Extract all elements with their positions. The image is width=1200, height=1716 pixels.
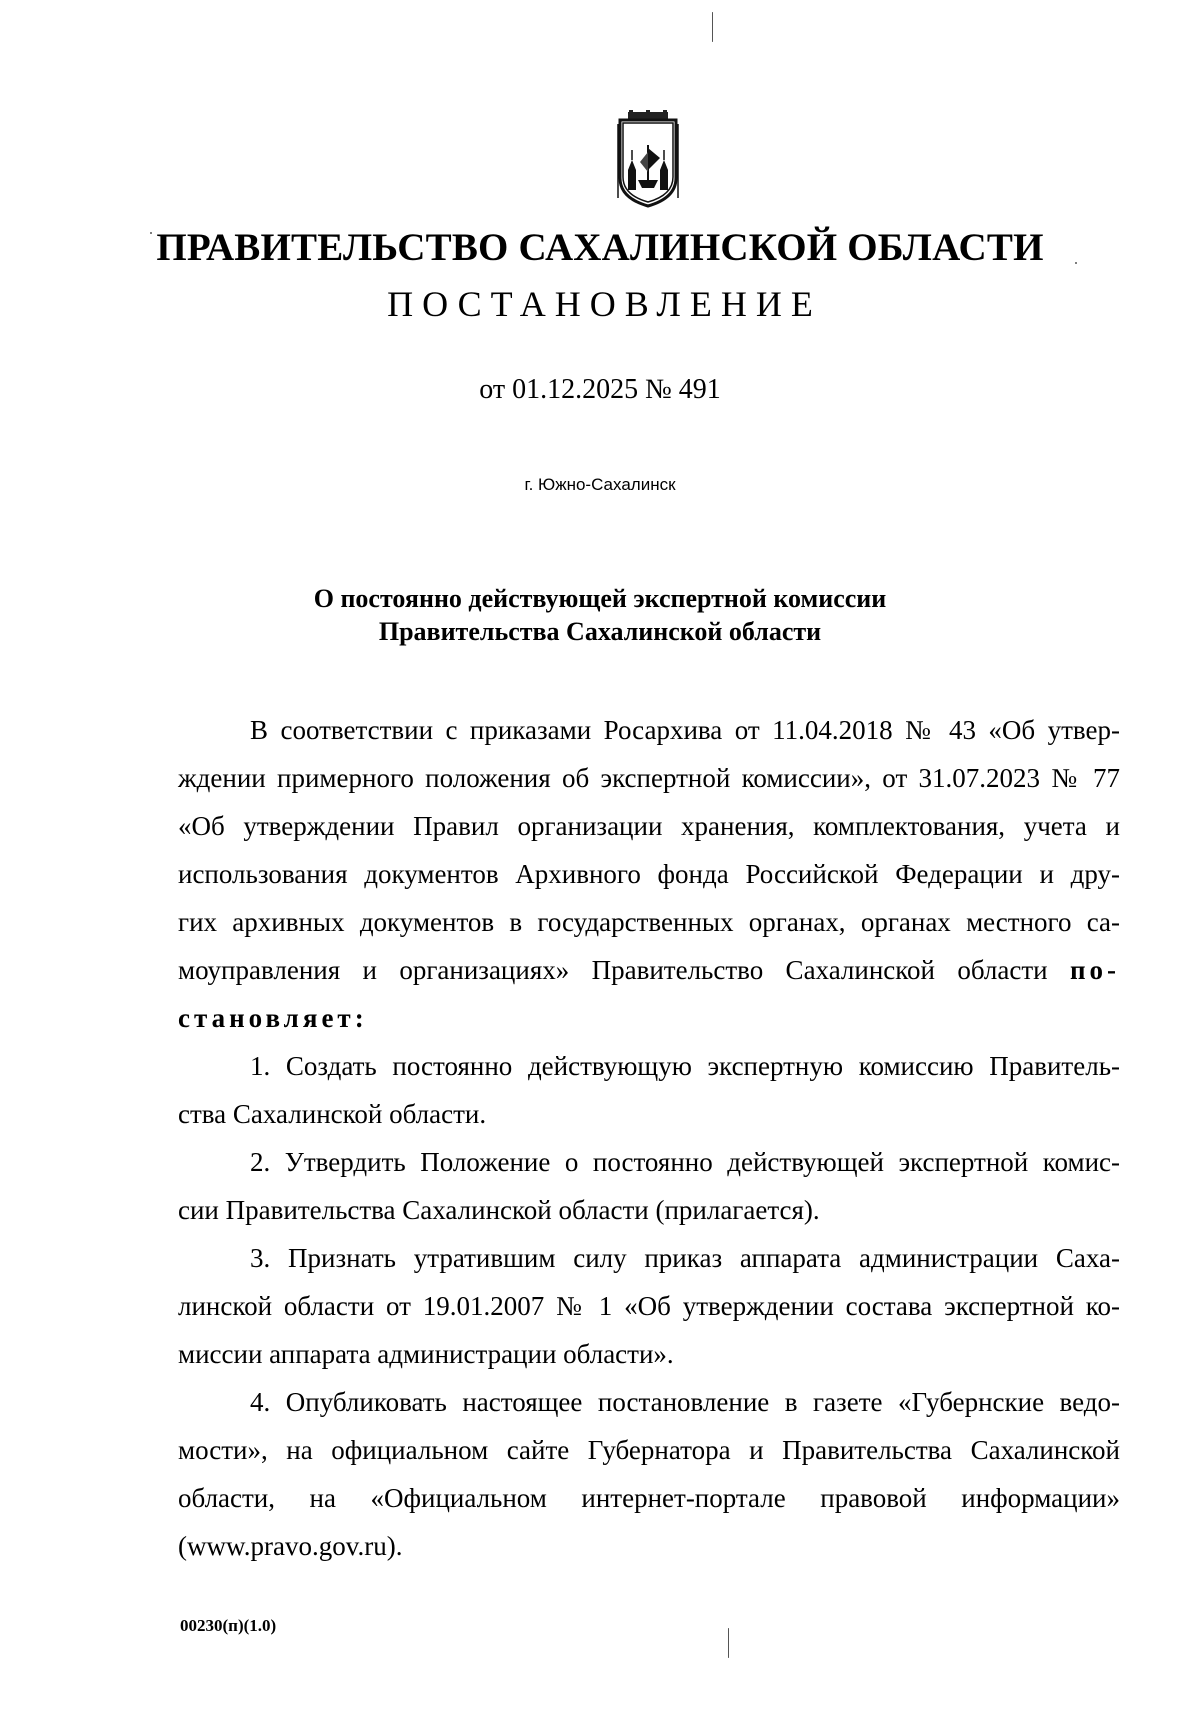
document-city: г. Южно-Сахалинск	[524, 475, 676, 494]
document-subject	[0, 582, 1200, 648]
subject-line-1: О постоянно действующей экспертной комиссии	[313, 584, 887, 613]
preamble-line-5: гих архивных документов в государственных органах, органах местного са-	[178, 907, 1120, 937]
subject-line-2: Правительства Сахалинской области	[378, 617, 822, 646]
item-4-line-2: мости», на официальном сайте Губернатора и Правительства Сахалинской	[178, 1435, 1120, 1465]
item-4-line-1: 4. Опубликовать настоящее постановление в газете «Губернские ведо-	[250, 1387, 1120, 1417]
item-1-line-1: 1. Создать постоянно действующую экспертную комиссию Правитель-	[250, 1051, 1120, 1081]
item-2-line-1: 2. Утвердить Положение о постоянно действующей экспертной комис-	[250, 1147, 1120, 1177]
scan-speck	[712, 12, 713, 42]
document-type: ПОСТАНОВЛЕНИЕ	[387, 284, 822, 324]
scan-speck	[728, 1628, 729, 1658]
item-3-line-2: линской области от 19.01.2007 № 1 «Об утверждении состава экспертной ко-	[178, 1291, 1120, 1321]
document-body	[178, 706, 1120, 1570]
decree-word-part-1: по-	[1069, 955, 1120, 985]
item-4-line-4: (www.pravo.gov.ru).	[178, 1531, 403, 1561]
decree-word-line	[178, 994, 1120, 1042]
preamble-line-1: В соответствии с приказами Росархива от 11.04.2018 № 43 «Об утвер-	[250, 715, 1120, 745]
scan-speck	[1075, 262, 1077, 264]
document-code: 00230(п)(1.0)	[180, 1616, 277, 1635]
scan-speck	[150, 232, 152, 234]
organization-title: ПРАВИТЕЛЬСТВО САХАЛИНСКОЙ ОБЛАСТИ	[156, 226, 1044, 269]
preamble-line-6-text: моуправления и организациях» Правительство Сахалинской области	[178, 955, 1048, 985]
item-2-line-2: сии Правительства Сахалинской области (прилагается).	[178, 1195, 820, 1225]
document-date-number: от 01.12.2025 № 491	[479, 374, 721, 405]
item-3-line-3: миссии аппарата администрации области».	[178, 1339, 674, 1369]
coat-of-arms-emblem-icon	[598, 110, 698, 210]
preamble-line-3: «Об утверждении Правил организации хранения, комплектования, учета и	[178, 811, 1120, 841]
decree-word-part-2: становляет:	[178, 1003, 368, 1033]
preamble-line-4: использования документов Архивного фонда Российской Федерации и дру-	[178, 859, 1120, 889]
item-4-line-3: области, на «Официальном интернет-портале правовой информации»	[178, 1483, 1120, 1513]
preamble-line-2: ждении примерного положения об экспертной комиссии», от 31.07.2023 № 77	[178, 763, 1120, 793]
item-1-line-2: ства Сахалинской области.	[178, 1099, 487, 1129]
item-3-line-1: 3. Признать утратившим силу приказ аппарата администрации Саха-	[250, 1243, 1120, 1273]
preamble-line-6	[178, 946, 1120, 994]
